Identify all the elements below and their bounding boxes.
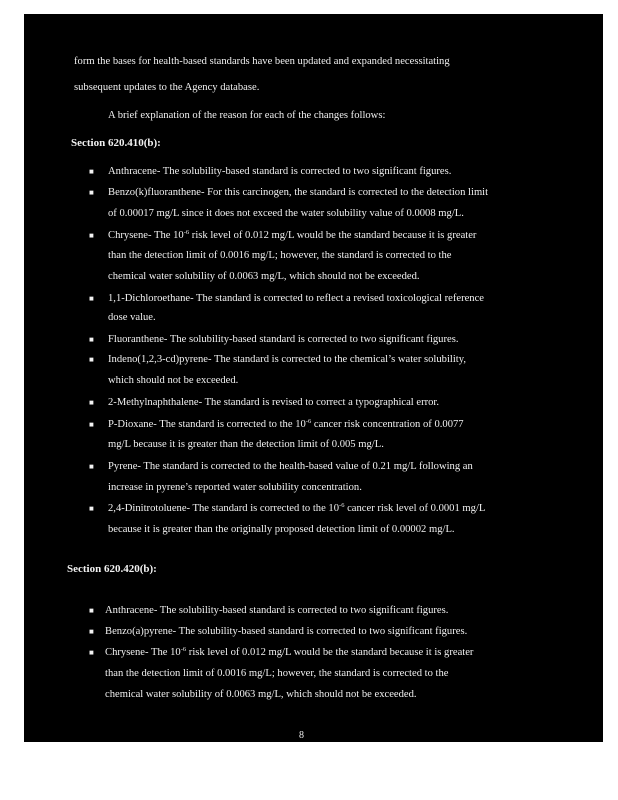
list-item-benzo-k-line-1: Benzo(k)fluoranthene- For this carcinogen, the standard is corrected to the detection limit [108, 187, 489, 198]
bullet-icon: ■ [89, 648, 94, 657]
list-item-fluoranthene: Fluoranthene- The solubility-based standard is corrected to two significant figures. [108, 334, 459, 345]
list-item-chrysene-410-line-1: Chrysene- The $10^{-6}$ risk level of 0.012 mg/L would be the standard because it is greater [108, 229, 477, 241]
intro-line-2: subsequent updates to the Agency database. [74, 82, 260, 93]
bullet-icon: ■ [89, 627, 94, 636]
section-heading-620-410b: Section 620.410(b): [71, 137, 161, 149]
bullet-icon: ■ [89, 504, 94, 513]
list-item-anthracene-410: Anthracene- The solubility-based standard is corrected to two significant figures. [108, 166, 452, 177]
list-item-chrysene-410-line-3: chemical water solubility of 0.0063 mg/L, which should not be exceeded. [108, 271, 420, 282]
list-item-dinitrotoluene-line-2: because it is greater than the originally proposed detection limit of 0.00002 mg/L. [108, 524, 455, 535]
bullet-icon: ■ [89, 188, 94, 197]
intro-line-1: form the bases for health-based standards have been updated and expanded necessitating [74, 56, 450, 67]
section-heading-620-420b: Section 620.420(b): [67, 563, 157, 575]
list-item-benzo-k-line-2: of 0.00017 mg/L since it does not exceed the water solubility value of 0.0008 mg/L. [108, 208, 464, 219]
list-item-indeno-line-2: which should not be exceeded. [108, 375, 239, 386]
bullet-icon: ■ [89, 398, 94, 407]
bullet-icon: ■ [89, 606, 94, 615]
list-item-indeno-line-1: Indeno(1,2,3-cd)pyrene- The standard is corrected to the chemical’s water solubility, [108, 354, 466, 365]
list-item-pyrene-line-2: increase in pyrene’s reported water solubility concentration. [108, 482, 362, 493]
bullet-icon: ■ [89, 294, 94, 303]
list-item-dioxane-line-1: P-Dioxane- The standard is corrected to the $10^{-6}$ cancer risk concentration of 0.0077 [108, 418, 464, 430]
list-item-anthracene-420: Anthracene- The solubility-based standard is corrected to two significant figures. [105, 605, 449, 616]
page-number: 8 [299, 730, 304, 741]
list-item-chrysene-420-line-1: Chrysene- The $10^{-6}$ risk level of 0.012 mg/L would be the standard because it is greater [105, 646, 474, 658]
intro-explanation: A brief explanation of the reason for each of the changes follows: [108, 110, 386, 121]
list-item-chrysene-420-line-2: than the detection limit of 0.0016 mg/L; however, the standard is corrected to the [105, 668, 449, 679]
bullet-icon: ■ [89, 335, 94, 344]
bullet-icon: ■ [89, 167, 94, 176]
list-item-dichloroethane-line-1: 1,1-Dichloroethane- The standard is corrected to reflect a revised toxicological reference [108, 293, 484, 304]
list-item-chrysene-420-line-3: chemical water solubility of 0.0063 mg/L, which should not be exceeded. [105, 689, 417, 700]
list-item-benzo-a-pyrene: Benzo(a)pyrene- The solubility-based standard is corrected to two significant figures. [105, 626, 468, 637]
list-item-dioxane-line-2: mg/L because it is greater than the detection limit of 0.005 mg/L. [108, 439, 384, 450]
list-item-chrysene-410-line-2: than the detection limit of 0.0016 mg/L; however, the standard is corrected to the [108, 250, 452, 261]
list-item-dinitrotoluene-line-1: 2,4-Dinitrotoluene- The standard is corrected to the $10^{-6}$ cancer risk level of 0.0001 mg/L [108, 502, 486, 514]
bullet-icon: ■ [89, 355, 94, 364]
bullet-icon: ■ [89, 462, 94, 471]
document-page [24, 14, 603, 742]
bullet-icon: ■ [89, 420, 94, 429]
list-item-pyrene-line-1: Pyrene- The standard is corrected to the health-based value of 0.21 mg/L following an [108, 461, 473, 472]
bullet-icon: ■ [89, 231, 94, 240]
list-item-methylnaphthalene: 2-Methylnaphthalene- The standard is revised to correct a typographical error. [108, 397, 440, 408]
list-item-dichloroethane-line-2: dose value. [108, 312, 156, 323]
